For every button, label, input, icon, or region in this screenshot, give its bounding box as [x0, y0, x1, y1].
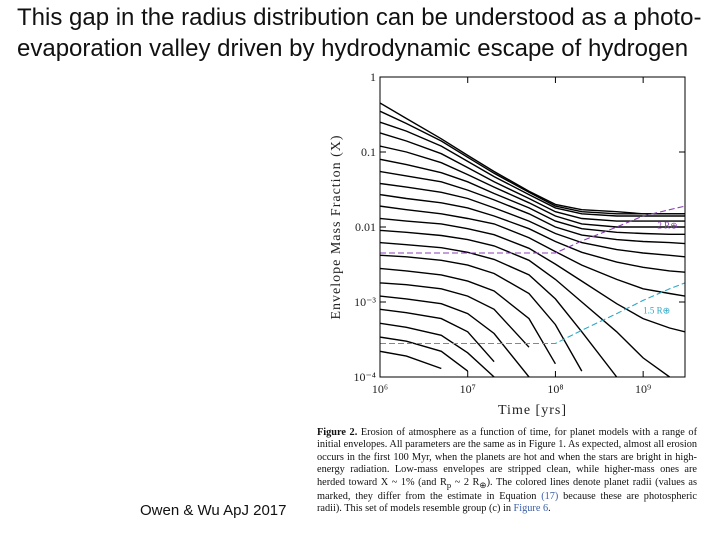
caption-sub-p: p: [446, 479, 452, 490]
radius-annotation-1: 1.5 R⊕: [643, 305, 671, 316]
series-line-15: [380, 283, 529, 347]
figure-caption: [317, 427, 697, 516]
y-tick-label-2: 0.01: [355, 220, 376, 234]
y-tick-label-1: 0.1: [361, 145, 376, 159]
series-line-16: [380, 296, 529, 377]
x-tick-label-3: 10⁹: [635, 382, 652, 396]
series-line-1: [380, 111, 685, 214]
caption-text-2: ~ 2 R: [451, 476, 480, 488]
x-axis-label: Time [yrs]: [498, 403, 567, 418]
series-line-11: [380, 230, 670, 377]
caption-text-4: because these are photospheric radii). This set of models resemble group (c) in: [317, 491, 697, 515]
evaporation-chart: [300, 60, 700, 420]
radius-annotation-0: 2 R⊕: [657, 220, 678, 231]
series-line-10: [380, 219, 685, 332]
caption-text-3: ). The colored lines denote planet radii (values as marked, they differ from the estimate in Equation: [317, 476, 698, 503]
y-tick-label-3: 10⁻³: [354, 295, 376, 309]
series-line-20: [380, 351, 441, 368]
caption-ref-equation[interactable]: (17): [541, 491, 559, 503]
series-line-22: [380, 283, 685, 344]
caption-ref-figure[interactable]: Figure 6: [513, 503, 549, 515]
y-tick-label-4: 10⁻⁴: [353, 370, 376, 384]
citation: Owen & Wu ApJ 2017: [140, 502, 287, 519]
y-axis-label: Envelope Mass Fraction (X): [329, 134, 344, 320]
series-line-3: [380, 133, 685, 221]
x-tick-label-0: 10⁶: [371, 382, 389, 396]
slide-title: This gap in the radius distribution can be understood as a photo-evaporation valley driven by hydrodynamic escape of hydrogen: [17, 4, 702, 62]
caption-label: Figure 2.: [317, 427, 358, 438]
series-line-12: [380, 243, 617, 377]
x-tick-label-2: 10⁸: [547, 382, 564, 396]
x-tick-label-1: 10⁷: [459, 382, 476, 396]
caption-text-1: Erosion of atmosphere as a function of time, for planet models with a range of initial envelopes. All parameters are the same as in Figure 1. As expected, almost all erosion occurs in the first 100 Myr, when the planets are hot and when the stars are bright in high-energy radiation. Low-mass envelopes are stripped clean, while higher-mass ones are herded toward X ~ 1% (and R: [317, 427, 697, 488]
series-line-14: [380, 269, 555, 364]
caption-sub-earth: ⊕: [479, 479, 487, 490]
y-tick-label-0: 1: [370, 70, 376, 84]
caption-text-5: .: [548, 503, 551, 515]
